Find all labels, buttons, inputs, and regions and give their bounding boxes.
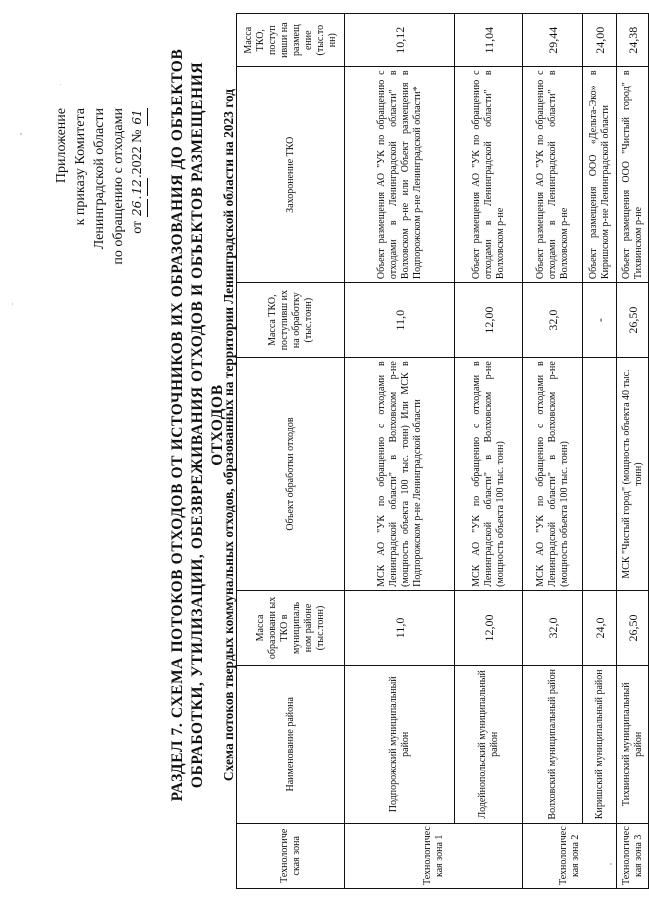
disposal-cell: Объект размещения АО "УК по обращению с отходами в Ленинградской области" в Волховском р-не или Объект размещения в Подпорожском р-не Ленинградской области* (345, 67, 455, 283)
processing-object-cell: МСК АО "УК по обращению с отходами в Ленинградской области" в Волховском р-не (мощность объекта 100 тыс. тонн) (455, 358, 523, 591)
header-district: Наименование района (237, 666, 345, 824)
mass-to-processing-cell: 12,00 (455, 283, 523, 358)
date-prefix: от (130, 220, 145, 234)
district-cell: Волховский муниципальный район (523, 666, 583, 824)
mass-generated-cell: 12,00 (455, 590, 523, 665)
header-mass-to-processing: Масса ТКО, поступивш их на обработку (тыс.тонн) (237, 283, 345, 358)
mass-generated-cell: 26,50 (617, 590, 649, 665)
header-mass-to-disposal: Масса ТКО, поступ ивши на размещ ение (тыс.то нн) (237, 14, 345, 67)
mass-to-processing-cell: - (583, 283, 617, 358)
zone-cell: Технологичес кая зона 3 (617, 823, 649, 888)
appendix-block (52, 108, 148, 265)
number-sign: № (130, 129, 145, 143)
table-row (583, 14, 617, 889)
processing-object-cell: МСК "Чистый город" (мощность объекта 40 тыс. тонн) (617, 358, 649, 591)
table-row (455, 14, 523, 889)
appendix-order-line: к приказу Комитета (73, 108, 88, 226)
header-disposal: Захоронение ТКО (237, 67, 345, 283)
district-cell: Подпорожский муниципальный район (345, 666, 455, 824)
processing-object-cell: МСК АО "УК по обращению с отходами в Ленинградской области" в Волховском р-не (мощность объекта 100 тыс. тонн) Или МСК в Подпорожском р-не Ленинградской области (345, 358, 455, 591)
zone-cell: Технологичес кая зона 2 (523, 823, 617, 888)
header-processing-object: Объект обработки отходов (237, 358, 345, 591)
zone-cell: Технологичес кая зона 1 (345, 823, 523, 888)
handwritten-number: 61 (128, 108, 148, 126)
table-subtitle: Схема потоков твердых коммунальных отходов, образованных на территории Ленинградской области на 2023 год (221, 88, 236, 782)
disposal-cell: Объект размещения ООО "Чистый город" в Тихвинском р-не (617, 67, 649, 283)
appendix-region-line: Ленинградской области (92, 108, 107, 250)
processing-object-cell: МСК АО "УК по обращению с отходами в Ленинградской области" в Волховском р-не (мощность объекта 100 тыс. тонн) (523, 358, 583, 591)
district-cell: Тихвинский муниципальный район (617, 666, 649, 824)
district-cell: Киришский муниципальный район (583, 666, 617, 824)
waste-flow-table (236, 13, 649, 889)
table-row (617, 14, 649, 889)
table-row (523, 14, 583, 889)
appendix-title: Приложение (54, 108, 69, 184)
handwritten-month: 12 (128, 178, 148, 196)
scan-speck (20, 133, 22, 135)
scan-speck (610, 863, 612, 865)
table-header-row (237, 14, 345, 889)
mass-generated-cell: 24,0 (583, 590, 617, 665)
appendix-committee-line: по обращению с отходами (111, 108, 126, 265)
processing-object-cell (583, 358, 617, 591)
scan-speck (12, 303, 13, 305)
section-heading-line-2: ОБРАБОТКИ, УТИЛИЗАЦИИ, ОБЕЗВРЕЖИВАНИЯ ОТХОДОВ И ОБЪЕКТОВ РАЗМЕЩЕНИЯ ОТХОДОВ (189, 61, 226, 789)
mass-to-processing-cell: 11,0 (345, 283, 455, 358)
printed-year: 2022 (130, 146, 145, 175)
disposal-cell: Объект размещения АО "УК по обращению с отходами в Ленинградской области" в Волховском р-не (523, 67, 583, 283)
section-heading (168, 45, 228, 805)
mass-to-disposal-cell: 11,04 (455, 14, 523, 67)
disposal-cell: Объект размещения АО "УК по обращению с отходами в Ленинградской области" в Волховском р-не (455, 67, 523, 283)
mass-generated-cell: 32,0 (523, 590, 583, 665)
mass-to-disposal-cell: 24,00 (583, 14, 617, 67)
mass-to-processing-cell: 26,50 (617, 283, 649, 358)
mass-to-processing-cell: 32,0 (523, 283, 583, 358)
district-cell: Лодейнопольский муниципальный район (455, 666, 523, 824)
mass-to-disposal-cell: 29,44 (523, 14, 583, 67)
header-mass-generated: Масса образовани ых ТКО в муниципаль ном районе (тыс.тонн) (237, 590, 345, 665)
appendix-date-line: от 26.12.2022 № 61 (128, 108, 148, 265)
mass-generated-cell: 11,0 (345, 590, 455, 665)
section-heading-line-1: РАЗДЕЛ 7. СХЕМА ПОТОКОВ ОТХОДОВ ОТ ИСТОЧНИКОВ ИХ ОБРАЗОВАНИЯ ДО ОБЪЕКТОВ (169, 48, 186, 802)
table-row (345, 14, 455, 889)
handwritten-day: 26 (128, 199, 148, 217)
disposal-cell: Объект размещения ООО «Дельта-Эко» в Киришском р-не Ленинградской области (583, 67, 617, 283)
mass-to-disposal-cell: 10,12 (345, 14, 455, 67)
mass-to-disposal-cell: 24,38 (617, 14, 649, 67)
header-zone: Технологиче ская зона (237, 823, 345, 888)
scan-speck (60, 84, 61, 85)
